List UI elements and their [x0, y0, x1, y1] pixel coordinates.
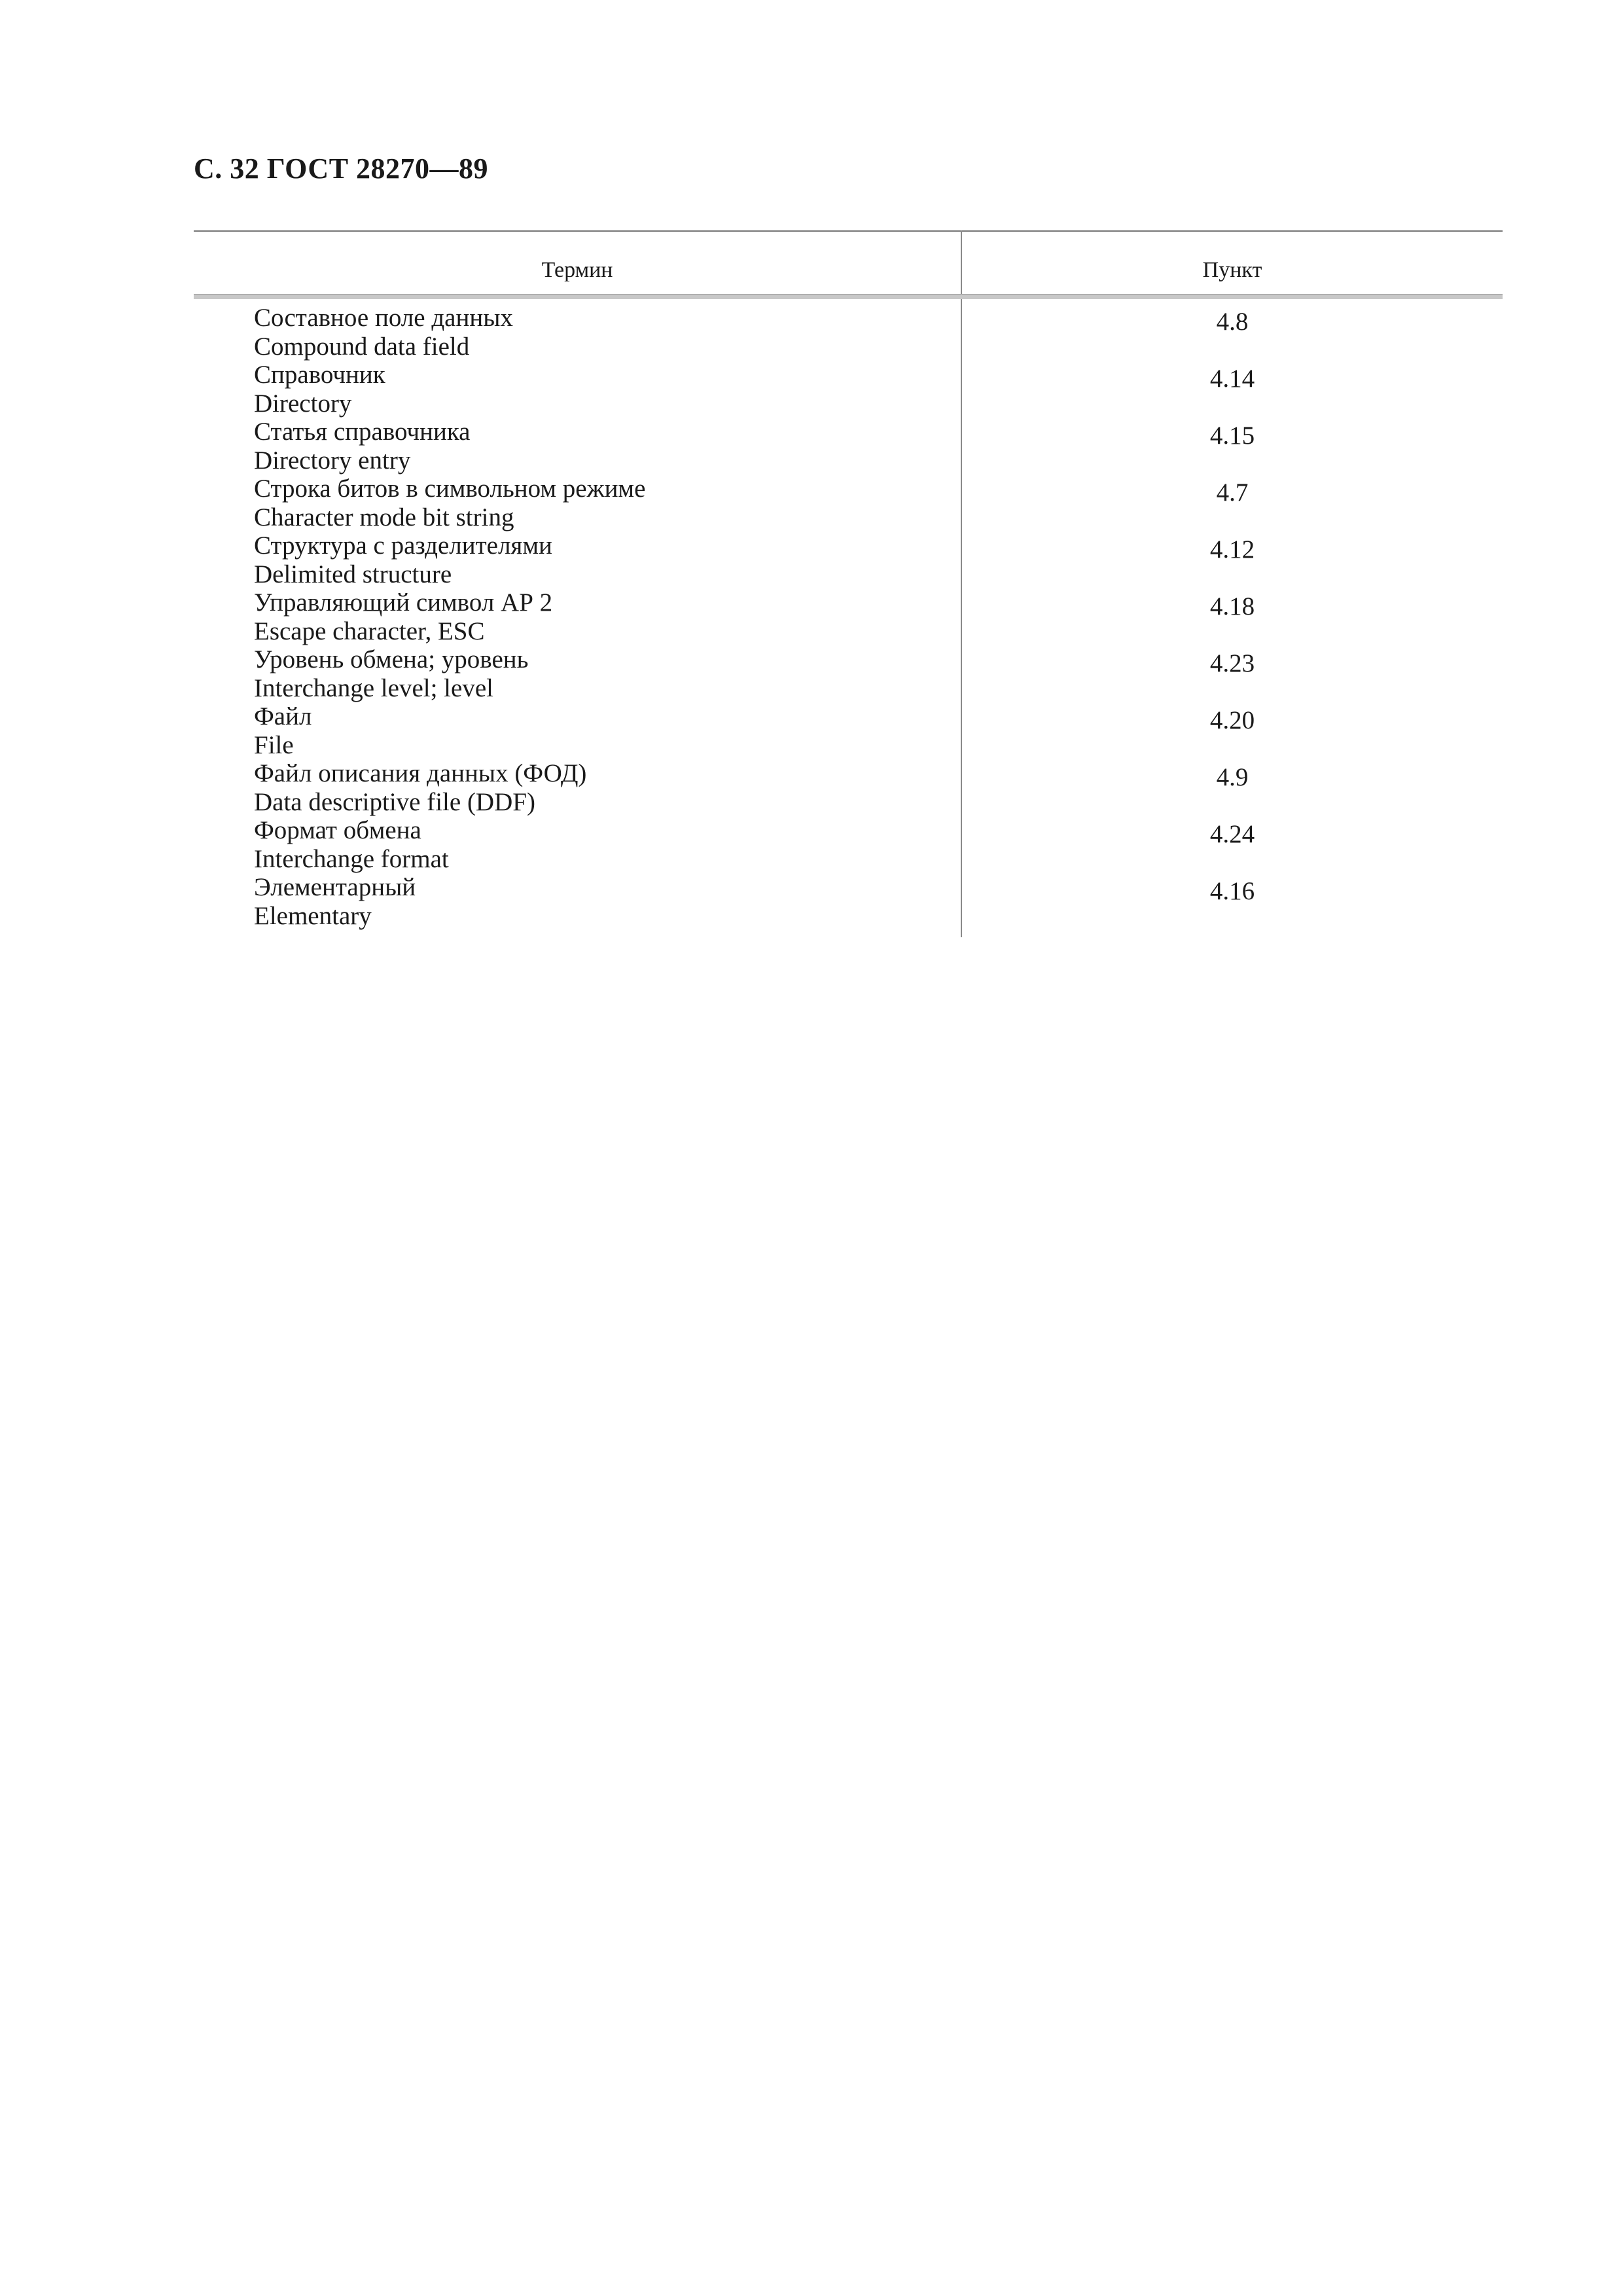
table-row — [194, 645, 1503, 702]
item-number: 4.24 — [1209, 820, 1255, 848]
table-row — [194, 816, 1503, 873]
term-russian: Структура с разделителями — [254, 531, 552, 560]
table-body — [194, 304, 1503, 930]
term-english: Elementary — [254, 902, 372, 930]
table-row — [194, 702, 1503, 759]
term-russian: Справочник — [254, 361, 385, 389]
term-russian: Строка битов в символьном режиме — [254, 475, 646, 503]
table-row — [194, 361, 1503, 418]
term-russian: Статья справочника — [254, 418, 471, 446]
term-russian: Формат обмена — [254, 816, 421, 844]
item-number: 4.18 — [1209, 592, 1255, 620]
term-russian: Уровень обмена; уровень — [254, 645, 529, 673]
term-english: Escape character, ESC — [254, 617, 485, 645]
item-number: 4.12 — [1209, 535, 1255, 564]
column-header-term: Термин — [541, 258, 613, 282]
term-english: Data descriptive file (DDF) — [254, 788, 535, 816]
term-english: Compound data field — [254, 332, 470, 361]
term-english: Interchange level; level — [254, 674, 493, 702]
term-english: Directory entry — [254, 446, 411, 475]
term-english: File — [254, 731, 294, 759]
table-row — [194, 873, 1503, 930]
item-number: 4.16 — [1209, 877, 1255, 905]
item-number: 4.20 — [1209, 706, 1255, 734]
term-russian: Составное поле данных — [254, 304, 513, 332]
table-row — [194, 475, 1503, 531]
term-russian: Элементарный — [254, 873, 416, 901]
item-number: 4.23 — [1209, 649, 1255, 677]
table-row — [194, 418, 1503, 475]
table-top-rule — [194, 230, 1503, 232]
term-russian: Файл — [254, 702, 312, 730]
term-russian: Управляющий символ АР 2 — [254, 588, 553, 617]
item-number: 4.14 — [1209, 365, 1255, 393]
column-header-item: Пункт — [1202, 258, 1262, 282]
item-number: 4.7 — [1216, 478, 1249, 507]
term-russian: Файл описания данных (ФОД) — [254, 759, 587, 787]
item-number: 4.8 — [1216, 308, 1249, 336]
table-header-rule — [194, 294, 1503, 299]
term-english: Delimited structure — [254, 560, 452, 588]
item-number: 4.9 — [1216, 763, 1249, 791]
term-english: Directory — [254, 389, 352, 418]
item-number: 4.15 — [1209, 422, 1255, 450]
table-row — [194, 759, 1503, 816]
table-row — [194, 304, 1503, 361]
page-header: С. 32 ГОСТ 28270—89 — [194, 152, 489, 185]
term-english: Character mode bit string — [254, 503, 514, 531]
term-english: Interchange format — [254, 845, 449, 873]
table-row — [194, 588, 1503, 645]
table-row — [194, 531, 1503, 588]
